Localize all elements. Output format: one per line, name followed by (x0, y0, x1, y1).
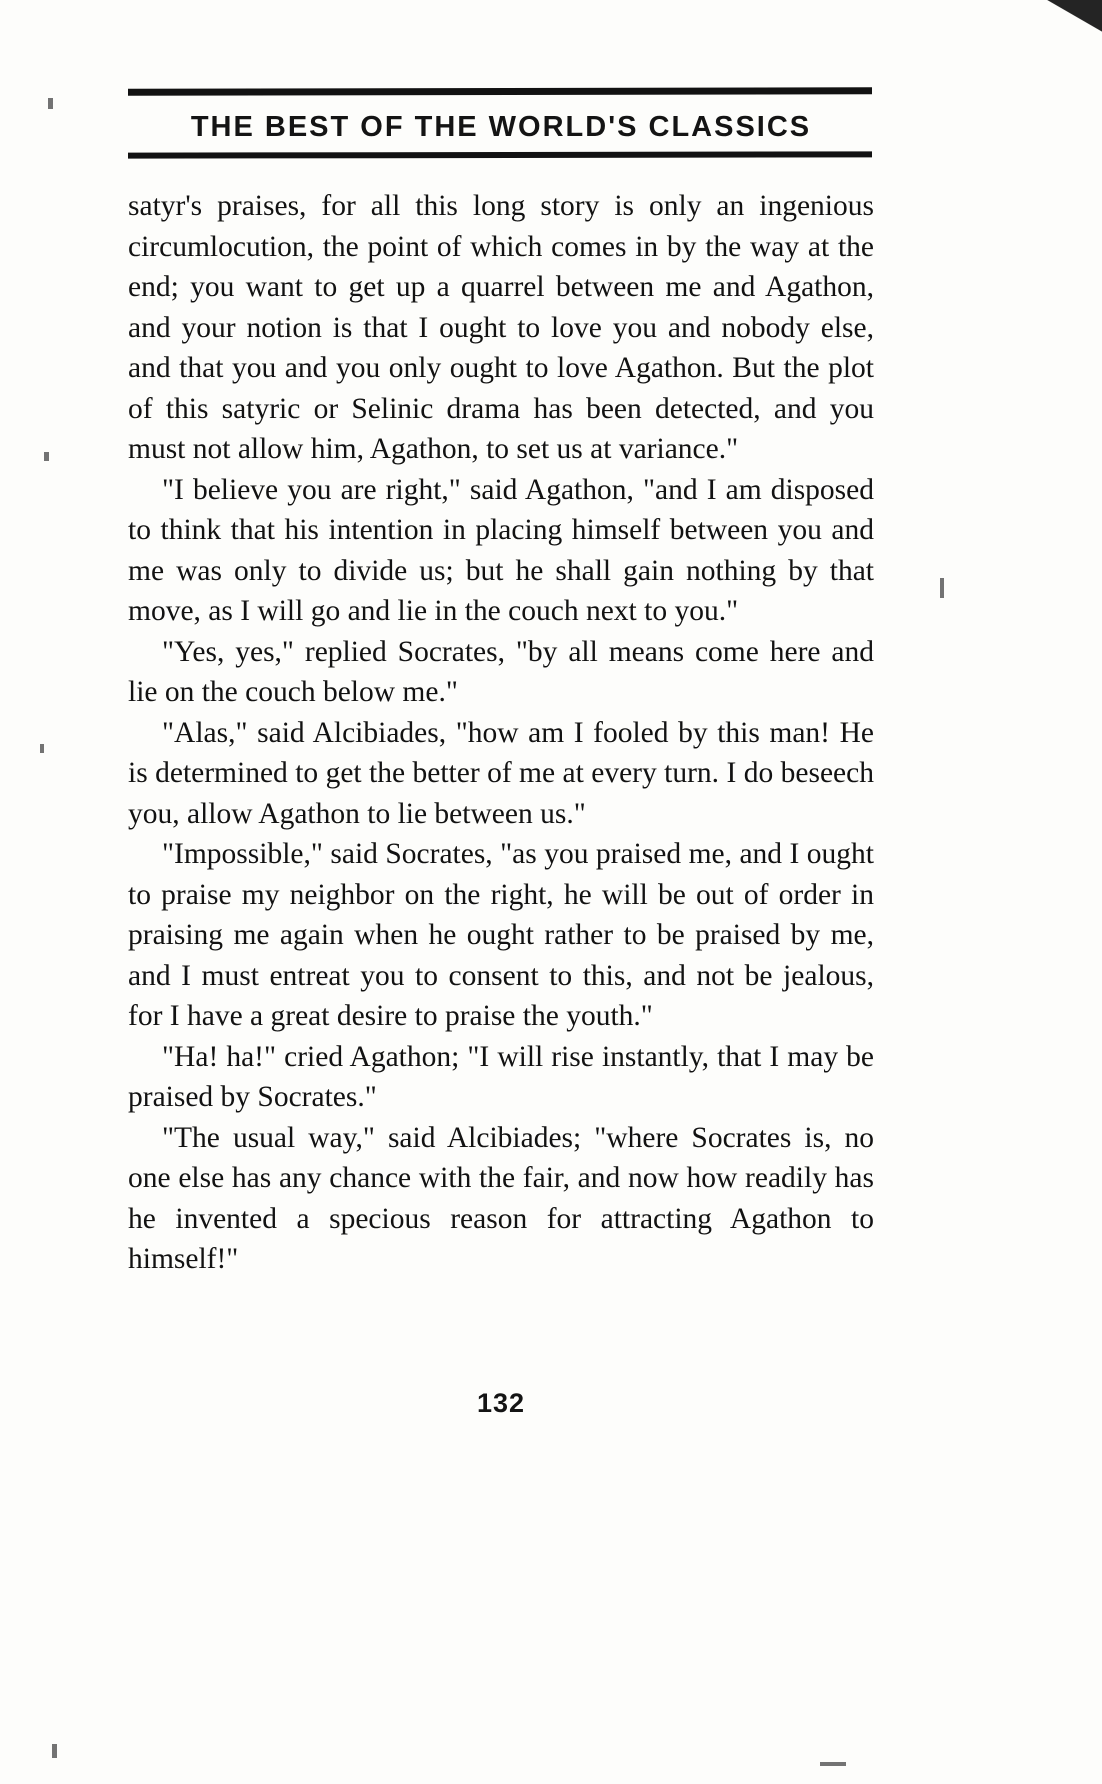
margin-speck-bottom-left (52, 1744, 57, 1758)
margin-speck-right-mid (940, 578, 944, 598)
header-rule-top (128, 87, 872, 96)
running-head: THE BEST OF THE WORLD'S CLASSICS (190, 111, 812, 143)
page-content (128, 88, 874, 1418)
paragraph: "Impossible," said Socrates, "as you praised me, and I ought to praise my neighbor on the right, he will be out of order in praising me again when he ought rather to be praised by me, and I must entreat you to consent to this, and not be jealous, for I have a great desire to praise the youth." (128, 838, 874, 1032)
body-text (128, 186, 874, 1280)
margin-speck-bottom-right (820, 1762, 846, 1766)
paragraph: "The usual way," said Alcibiades; "where Socrates is, no one else has any chance with the fair, and now how readily has he invented a specious reason for attracting Agathon to himself!" (128, 1121, 874, 1275)
paragraph: "Yes, yes," replied Socrates, "by all means come here and lie on the couch below me." (128, 635, 874, 708)
header-rule-bottom (128, 151, 872, 158)
paragraph: "Alas," said Alcibiades, "how am I fooled by this man! He is determined to get the better of me at every turn. I do beseech you, allow Agathon to lie between us." (128, 716, 874, 830)
page-corner-smudge (1032, 0, 1102, 34)
margin-speck-left-lower (40, 744, 44, 753)
margin-speck-left-upper (48, 98, 53, 109)
paragraph: "Ha! ha!" cried Agathon; "I will rise instantly, that I may be praised by Socrates." (128, 1040, 874, 1113)
paragraph: satyr's praises, for all this long story is only an ingenious circumlocution, the point of which comes in by the way at the end; you want to get up a quarrel between me and Agathon, and your notion is that I ought to love you and nobody else, and that you and you only ought to love Agathon. But the plot of this satyric or Selinic drama has been detected, and you must not allow him, Agathon, to set us at variance." (128, 190, 874, 465)
margin-speck-left-mid (44, 452, 49, 461)
paragraph: "I believe you are right," said Agathon, "and I am disposed to think that his intention in placing himself between you and me was only to divide us; but he shall gain nothing by that move, as I will go and lie in the couch next to you." (128, 473, 874, 627)
page-number: 132 (476, 1388, 526, 1418)
